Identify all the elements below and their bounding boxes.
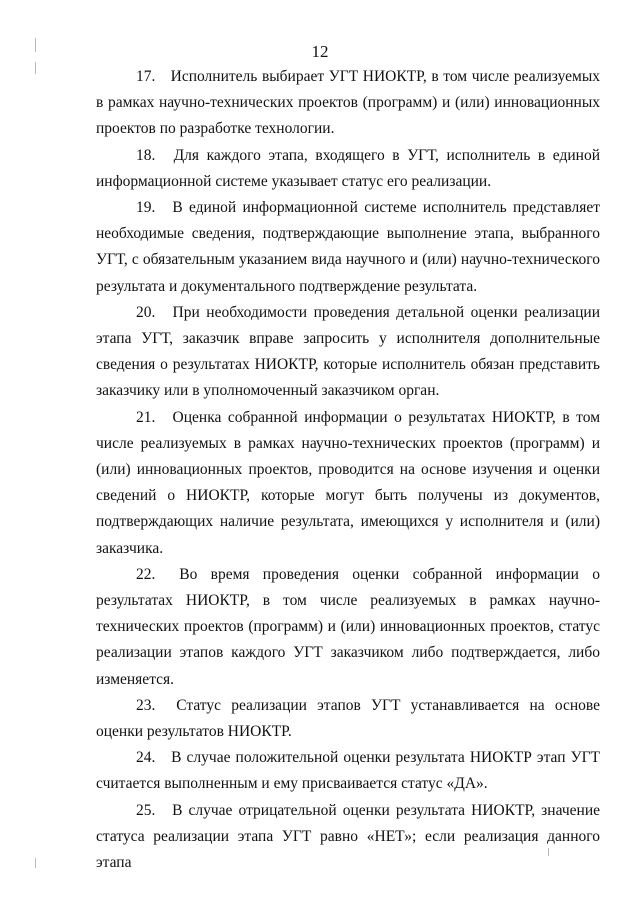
margin-mark	[35, 858, 36, 868]
paragraph-24	[96, 745, 600, 797]
margin-mark	[35, 62, 36, 74]
paragraph-text: Во время проведения оценки собранной информации о результатах НИОКТР, в том числе реализуемых в рамках научно-технических проектов (программ) и (или) инновационных проектов, статус реализации этапов каждого УГТ заказчиком либо подтверждается, либо изменяется.	[96, 565, 601, 688]
paragraph-text: В случае отрицательной оценки результата НИОКТР, значение статуса реализации этапа УГТ равно «НЕТ»; если реализация данного этапа	[96, 801, 601, 872]
paragraph-text: Для каждого этапа, входящего в УГТ, исполнитель в единой информационной системе указывает статус его реализации.	[96, 146, 600, 190]
paragraph-text: При необходимости проведения детальной оценки реализации этапа УГТ, заказчик вправе запросить у исполнителя дополнительные сведения о результатах НИОКТР, которые исполнитель обязан представить заказчику или в уполномоченный заказчиком орган.	[96, 303, 600, 400]
paragraph-text: В единой информационной системе исполнитель представляет необходимые сведения, подтверждающие выполнение этапа, выбранного УГТ, с обязательным указанием вида научного и (или) научно-технического результата и документального подтверждение результата.	[96, 199, 600, 295]
paragraph-number: 24.	[136, 749, 156, 767]
paragraph-text: Статус реализации этапов УГТ устанавливается на основе оценки результатов НИОКТР.	[96, 696, 601, 741]
paragraph-21	[96, 405, 600, 562]
page-number: 12	[311, 42, 329, 61]
paragraph-number: 19.	[136, 199, 156, 217]
paragraph-18	[96, 143, 600, 195]
paragraph-number: 25.	[136, 801, 156, 819]
paragraph-23	[96, 693, 600, 745]
paragraph-text: В случае положительной оценки результата НИОКТР этап УГТ считается выполненным и ему присваивается статус «ДА».	[96, 749, 601, 793]
paragraph-25	[96, 798, 600, 877]
paragraph-20	[96, 300, 600, 405]
paragraph-text: Оценка собранной информации о результатах НИОКТР, в том числе реализуемых в рамках научно-технических проектов (программ) и (или) инновационных проектов, проводится на основе изучения и оценки сведений о НИОКТР, которые могут быть получены из документов, подтверждающих наличие результата, имеющихся у исполнителя и (или) заказчика.	[96, 408, 600, 557]
paragraph-number: 18.	[136, 146, 156, 164]
page-body	[96, 64, 600, 876]
paragraph-number: 21.	[136, 408, 156, 426]
paragraph-22	[96, 562, 600, 693]
paragraph-number: 22.	[136, 565, 156, 583]
paragraph-17	[96, 64, 600, 143]
paragraph-number: 23.	[136, 696, 156, 714]
paragraph-19	[96, 195, 600, 300]
paragraph-text: Исполнитель выбирает УГТ НИОКТР, в том числе реализуемых в рамках научно-технических проектов (программ) и (или) инновационных проектов по разработке технологии.	[96, 68, 600, 138]
paragraph-number: 20.	[136, 303, 156, 321]
paragraph-number: 17.	[136, 68, 156, 85]
